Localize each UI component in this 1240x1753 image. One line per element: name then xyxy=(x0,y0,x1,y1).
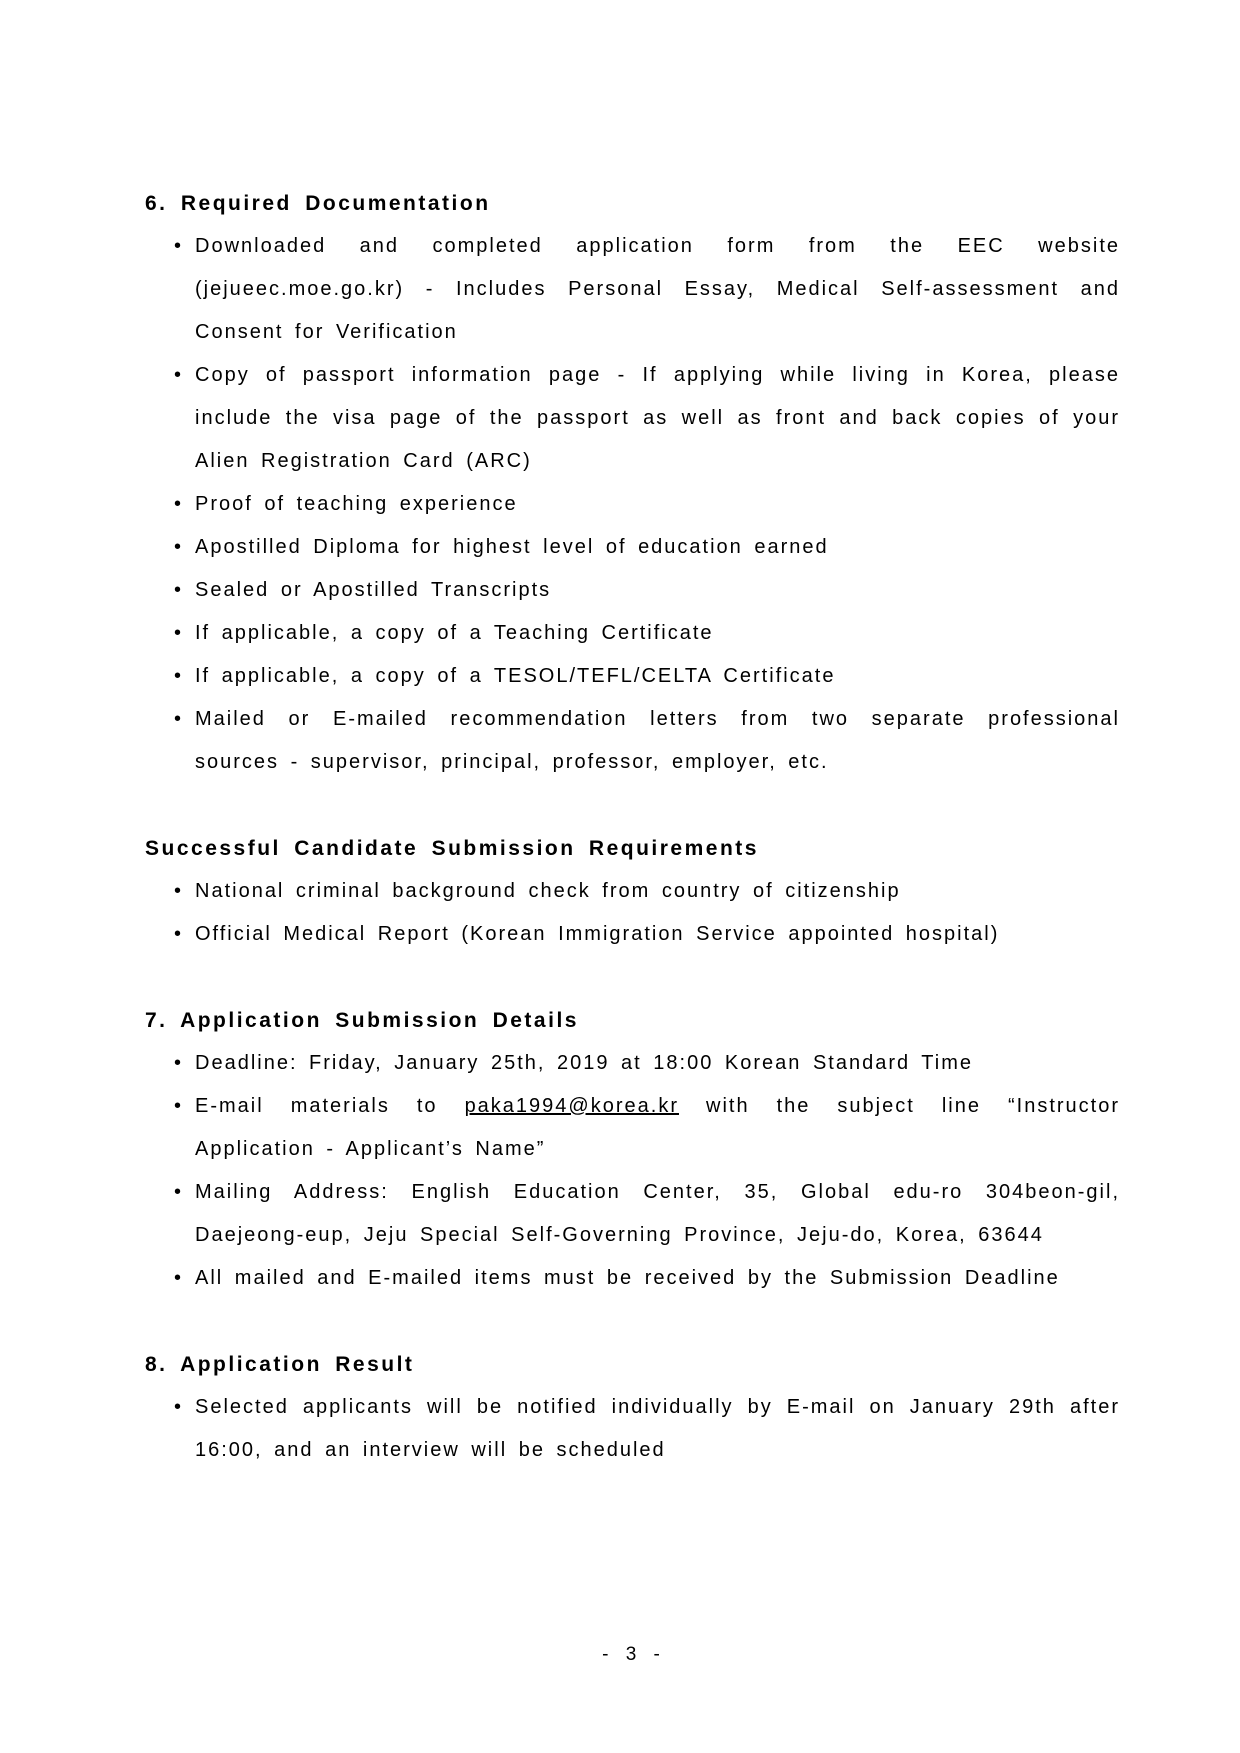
list-item xyxy=(145,1085,1120,1171)
bullet-text xyxy=(195,1085,1120,1171)
bullet-icon: • xyxy=(174,1267,182,1289)
heading-application-result: 8. Application Result xyxy=(145,1353,415,1376)
section-application-result xyxy=(145,1343,1120,1472)
submission-details-list xyxy=(145,1042,1120,1300)
page-number: - 3 - xyxy=(602,1644,663,1665)
section-successful-candidate-requirements xyxy=(145,827,1120,956)
bullet-text: National criminal background check from country of citizenship xyxy=(195,880,901,902)
bullet-text: Official Medical Report (Korean Immigration Service appointed hospital) xyxy=(195,923,1000,945)
bullet-icon: • xyxy=(174,708,182,730)
bullet-text: Sealed or Apostilled Transcripts xyxy=(195,579,552,601)
bullet-icon: • xyxy=(174,1052,182,1074)
list-item xyxy=(145,569,1120,612)
bullet-icon: • xyxy=(174,880,182,902)
bullet-icon: • xyxy=(174,493,182,515)
bullet-text: Mailing Address: English Education Center, 35, Global edu-ro 304beon-gil, Daejeong-eup, Jeju Special Self-Governing Province, Jeju-do, Korea, 63644 xyxy=(195,1181,1120,1246)
list-item xyxy=(145,526,1120,569)
bullet-text: If applicable, a copy of a TESOL/TEFL/CELTA Certificate xyxy=(195,665,836,687)
list-item xyxy=(145,354,1120,483)
bullet-text: Mailed or E-mailed recommendation letters from two separate professional sources - supervisor, principal, professor, employer, etc. xyxy=(195,708,1120,773)
email-link[interactable]: paka1994@korea.kr xyxy=(464,1095,679,1117)
section-required-documentation xyxy=(145,182,1120,784)
bullet-icon: • xyxy=(174,579,182,601)
bullet-icon: • xyxy=(174,665,182,687)
bullet-icon: • xyxy=(174,235,182,257)
list-item xyxy=(145,612,1120,655)
successful-candidate-list xyxy=(145,870,1120,956)
list-item xyxy=(145,1257,1120,1300)
list-item xyxy=(145,483,1120,526)
bullet-text: If applicable, a copy of a Teaching Certificate xyxy=(195,622,714,644)
bullet-text: Downloaded and completed application form from the EEC website (jejueec.moe.go.kr) - Includes Personal Essay, Medical Self-assessment and Consent for Verification xyxy=(195,235,1120,343)
heading-required-documentation: 6. Required Documentation xyxy=(145,192,491,215)
heading-application-submission-details: 7. Application Submission Details xyxy=(145,1009,579,1032)
bullet-text: Selected applicants will be notified individually by E-mail on January 29th after 16:00, and an interview will be scheduled xyxy=(195,1396,1120,1461)
list-item xyxy=(145,698,1120,784)
email-bullet-pre: E-mail materials to xyxy=(195,1095,465,1117)
bullet-icon: • xyxy=(174,536,182,558)
email-bullet-post: with the subject line “Instructor Application - Applicant’s Name” xyxy=(195,1095,1120,1160)
bullet-text: All mailed and E-mailed items must be received by the Submission Deadline xyxy=(195,1267,1060,1289)
bullet-icon: • xyxy=(174,923,182,945)
required-documentation-list xyxy=(145,225,1120,784)
bullet-text: Deadline: Friday, January 25th, 2019 at 18:00 Korean Standard Time xyxy=(195,1052,974,1074)
bullet-text: Proof of teaching experience xyxy=(195,493,518,515)
list-item xyxy=(145,870,1120,913)
bullet-icon: • xyxy=(174,364,182,386)
list-item xyxy=(145,1042,1120,1085)
application-result-list xyxy=(145,1386,1120,1472)
list-item xyxy=(145,913,1120,956)
bullet-text: Apostilled Diploma for highest level of education earned xyxy=(195,536,829,558)
bullet-icon: • xyxy=(174,622,182,644)
bullet-text: Copy of passport information page - If applying while living in Korea, please include the visa page of the passport as well as front and back copies of your Alien Registration Card (ARC) xyxy=(195,364,1120,472)
list-item xyxy=(145,225,1120,354)
section-application-submission-details xyxy=(145,999,1120,1300)
bullet-icon: • xyxy=(174,1396,182,1418)
bullet-icon: • xyxy=(174,1181,182,1203)
list-item xyxy=(145,655,1120,698)
list-item xyxy=(145,1386,1120,1472)
list-item xyxy=(145,1171,1120,1257)
bullet-icon: • xyxy=(174,1095,182,1117)
heading-successful-candidate-requirements: Successful Candidate Submission Requirements xyxy=(145,837,759,860)
